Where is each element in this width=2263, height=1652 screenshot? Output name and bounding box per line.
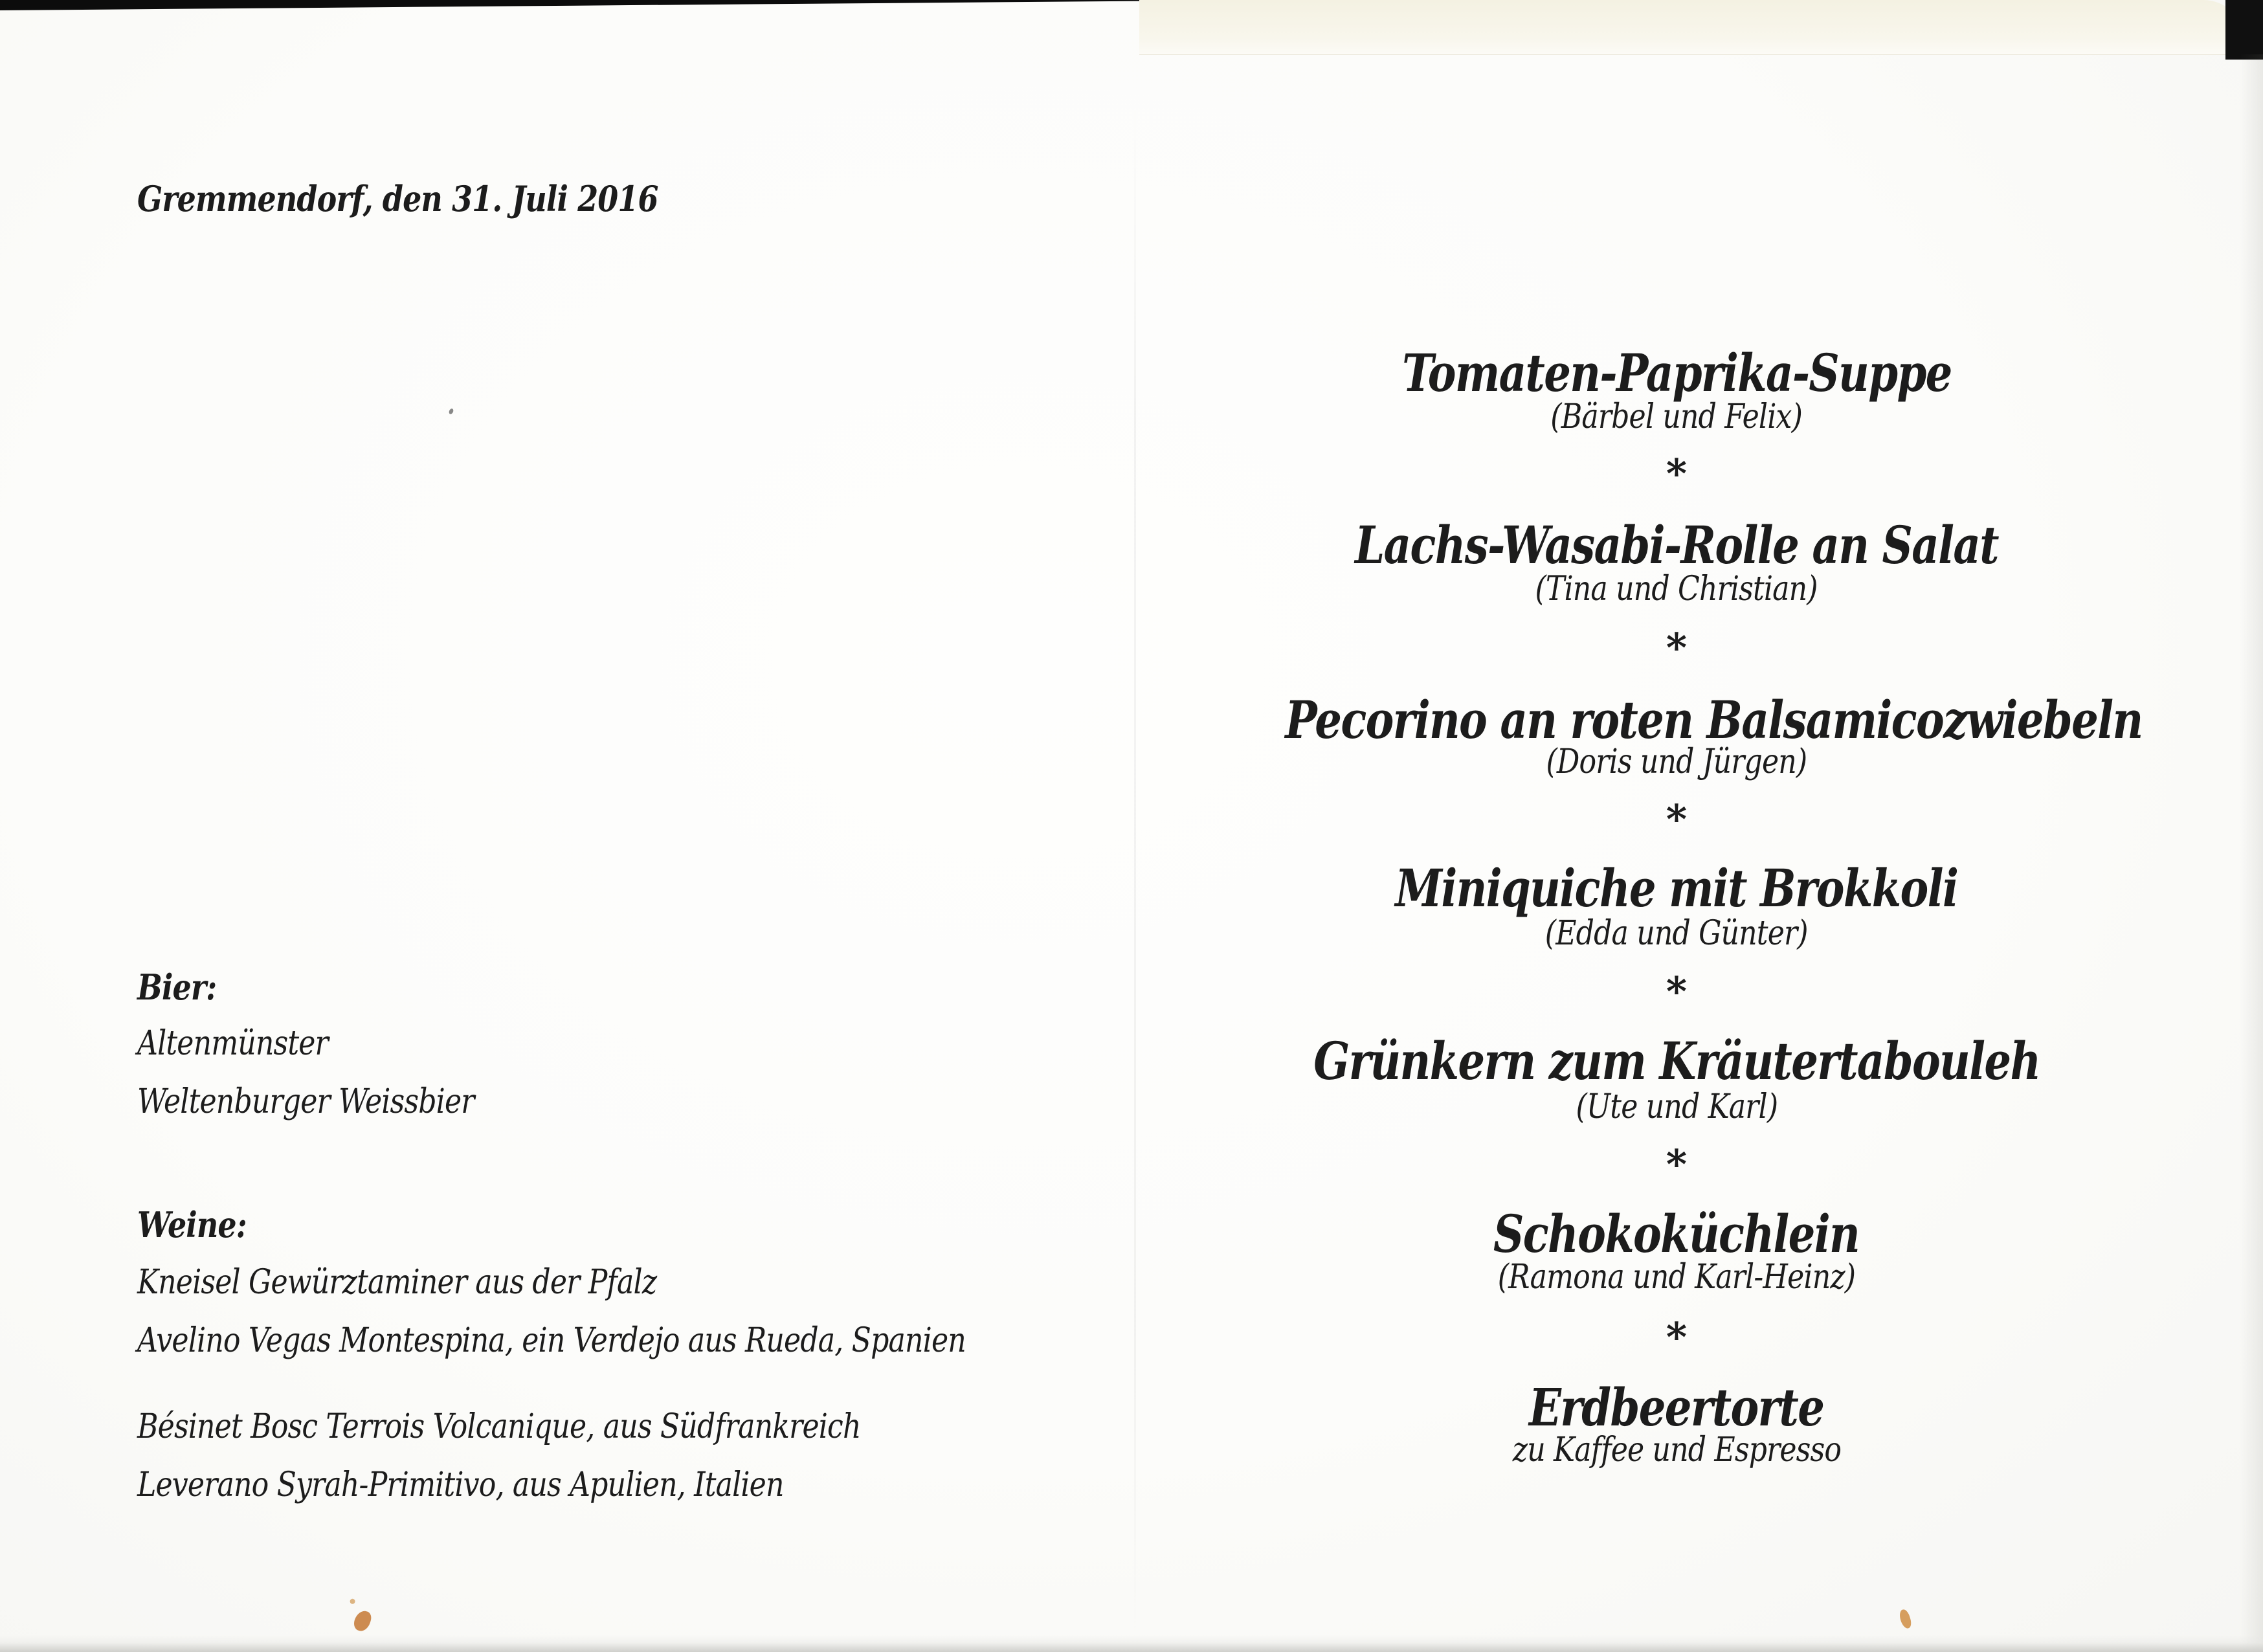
beer-item: Altenmünster — [137, 1024, 328, 1063]
course-separator-asterisk: * — [1666, 624, 1688, 671]
course-separator-asterisk: * — [1666, 796, 1688, 843]
course-credit: (Bärbel und Felix) — [1550, 397, 1803, 436]
course-credit: (Doris und Jürgen) — [1546, 742, 1807, 781]
course-separator-asterisk: * — [1666, 450, 1688, 497]
wine-heading: Weine: — [137, 1204, 247, 1245]
course-title: Miniquiche mit Brokkoli — [1395, 858, 1958, 919]
course-separator-asterisk: * — [1666, 968, 1688, 1015]
date-line-text: Gremmendorf, den 31. Juli 2016 — [137, 178, 658, 219]
course-title: Lachs-Wasabi-Rolle an Salat — [1355, 515, 1998, 575]
course-separator-asterisk: * — [1666, 1313, 1688, 1361]
wine-item: Leverano Syrah-Primitivo, aus Apulien, Italien — [137, 1466, 784, 1504]
wine-item: Kneisel Gewürztaminer aus der Pfalz — [137, 1263, 657, 1302]
right-page — [1191, 0, 2162, 1652]
course-title: Grünkern zum Kräutertabouleh — [1313, 1031, 2040, 1091]
course-title: Pecorino an roten Balsamicozwiebeln — [1285, 689, 2143, 750]
date-line — [137, 178, 750, 219]
course-title: Tomaten-Paprika-Suppe — [1401, 342, 1952, 403]
scanner-edge-top-strip — [0, 0, 1165, 10]
stain-spot — [352, 1609, 373, 1633]
page-fold-line — [1134, 97, 1136, 1646]
course-credit: (Ute und Karl) — [1576, 1088, 1778, 1126]
wine-item: Bésinet Bosc Terrois Volcanique, aus Südfrankreich — [137, 1407, 861, 1446]
course-credit: zu Kaffee und Espresso — [1512, 1431, 1841, 1469]
beer-heading: Bier: — [137, 966, 217, 1008]
course-title: Schokoküchlein — [1493, 1203, 1860, 1264]
course-title: Erdbeertorte — [1529, 1377, 1824, 1438]
scan-right-edge-shadow — [2240, 54, 2263, 1652]
beer-item: Weltenburger Weissbier — [137, 1082, 474, 1121]
scanner-background-corner — [2225, 0, 2263, 60]
course-separator-asterisk: * — [1666, 1141, 1688, 1188]
course-credit: (Edda und Günter) — [1545, 914, 1808, 953]
wine-item: Avelino Vegas Montespina, ein Verdejo aus Rueda, Spanien — [137, 1321, 966, 1360]
scan-speck — [448, 408, 454, 415]
course-credit: (Ramona und Karl-Heinz) — [1497, 1258, 1856, 1297]
course-credit: (Tina und Christian) — [1535, 570, 1818, 608]
